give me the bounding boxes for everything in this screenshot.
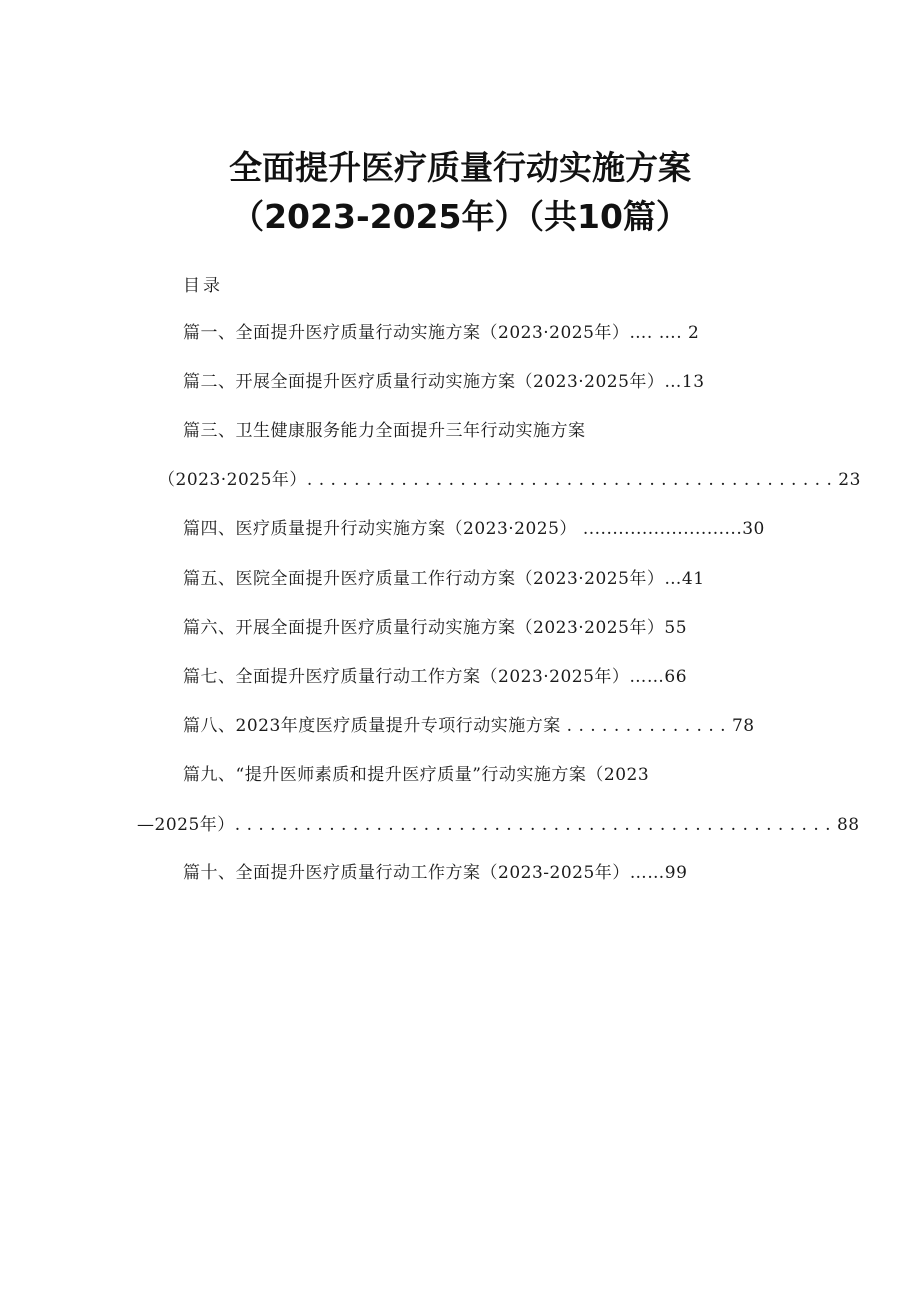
- toc-item-5[interactable]: 篇五、医院全面提升医疗质量工作行动方案（2023·2025年）…41: [183, 569, 705, 589]
- document-title-line2: （2023-2025年）（共10篇）: [231, 197, 689, 236]
- toc-item-4[interactable]: 篇四、医疗质量提升行动实施方案（2023·2025） ...........................30: [183, 519, 765, 539]
- toc-item-2[interactable]: 篇二、开展全面提升医疗质量行动实施方案（2023·2025年）…13: [183, 372, 705, 392]
- toc-item-8[interactable]: 篇八、2023年度医疗质量提升专项行动实施方案 . . . . . . . . . . . . . . 78: [183, 716, 755, 736]
- toc-item-3-continued[interactable]: （2023·2025年）. . . . . . . . . . . . . . . . . . . . . . . . . . . . . . . . . . . . . . . . . . . . . 23: [158, 470, 861, 490]
- toc-item-3[interactable]: 篇三、卫生健康服务能力全面提升三年行动实施方案: [183, 421, 586, 441]
- toc-item-10[interactable]: 篇十、全面提升医疗质量行动工作方案（2023-2025年）……99: [183, 863, 688, 883]
- toc-label: 目录: [183, 276, 223, 296]
- document-title-line1: 全面提升医疗质量行动实施方案: [229, 148, 691, 187]
- toc-item-9-continued[interactable]: —2025年）. . . . . . . . . . . . . . . . . . . . . . . . . . . . . . . . . . . . . . . . . . . . . . . . . . . 88: [137, 815, 860, 835]
- toc-item-9[interactable]: 篇九、“提升医师素质和提升医疗质量”行动实施方案（2023: [183, 765, 650, 785]
- toc-item-6[interactable]: 篇六、开展全面提升医疗质量行动实施方案（2023·2025年）55: [183, 618, 688, 638]
- toc-item-1[interactable]: 篇一、全面提升医疗质量行动实施方案（2023·2025年）…. …. 2: [183, 323, 700, 343]
- toc-item-7[interactable]: 篇七、全面提升医疗质量行动工作方案（2023·2025年）……66: [183, 667, 688, 687]
